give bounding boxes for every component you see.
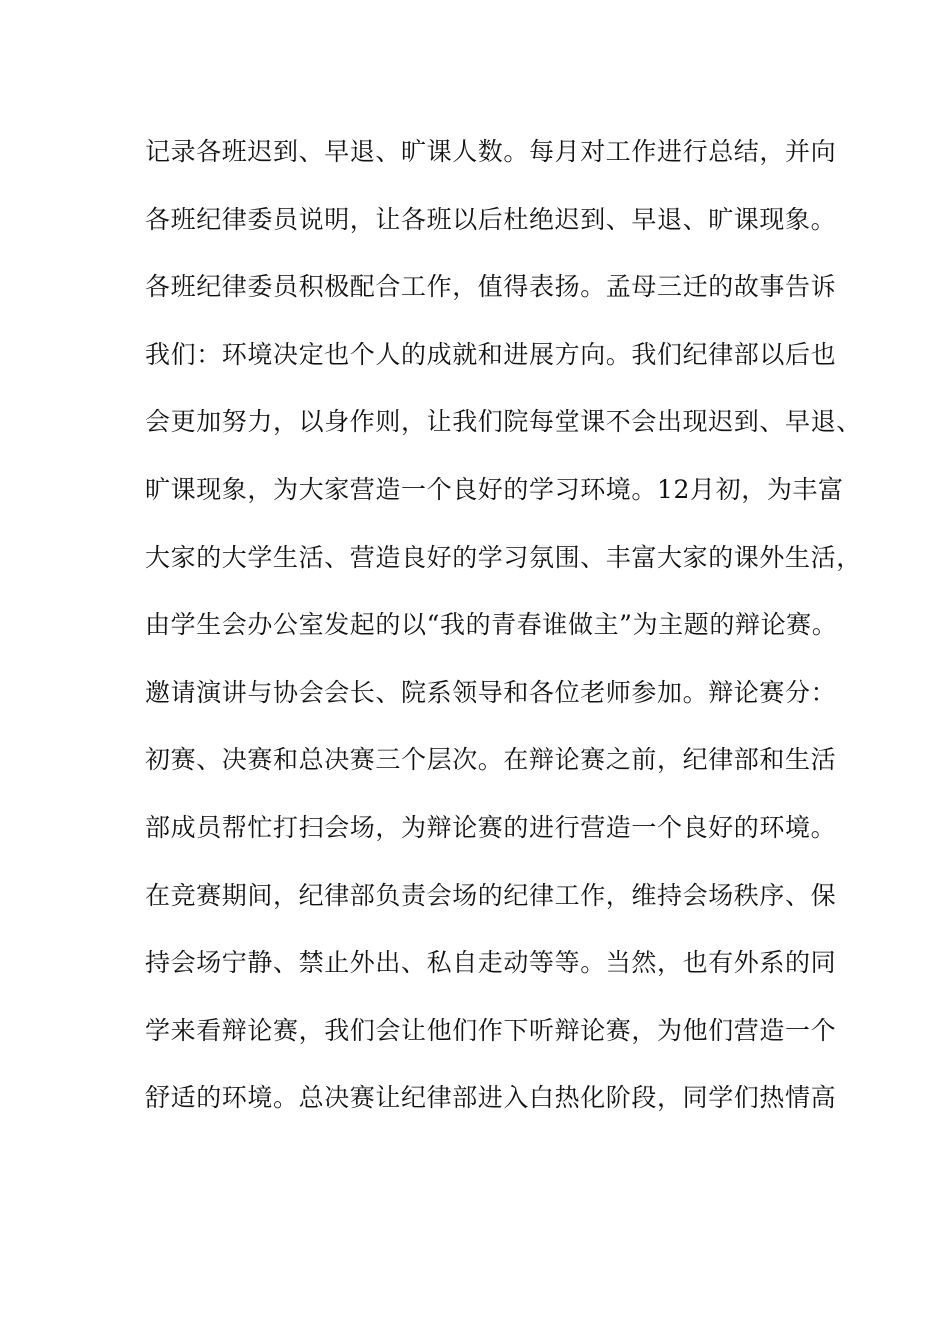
text-line: 由学生会办公室发起的以“我的青春谁做主”为主题的辩论赛。 <box>145 610 838 640</box>
text-line: 各班纪律委员积极配合工作，值得表扬。孟母三迁的故事告诉 <box>145 272 837 302</box>
text-line: 我们：环境决定也个人的成就和进展方向。我们纪律部以后也 <box>145 339 837 369</box>
text-line: 各班纪律委员说明，让各班以后杜绝迟到、早退、旷课现象。 <box>145 204 837 234</box>
text-line: 舒适的环境。总决赛让纪律部进入白热化阶段，同学们热情高 <box>145 1083 837 1113</box>
text-line: 会更加努力，以身作则，让我们院每堂课不会出现迟到、早退、 <box>145 407 862 437</box>
body-text <box>145 130 862 1144</box>
text-line: 旷课现象，为大家营造一个良好的学习环境。12月初，为丰富 <box>145 474 844 504</box>
text-line: 学来看辩论赛，我们会让他们作下听辩论赛，为他们营造一个 <box>145 1015 837 1045</box>
text-line: 记录各班迟到、早退、旷课人数。每月对工作进行总结，并向 <box>145 137 837 166</box>
text-line: 大家的大学生活、营造良好的学习氛围、丰富大家的课外生活， <box>145 542 862 572</box>
text-line: 初赛、决赛和总决赛三个层次。在辩论赛之前，纪律部和生活 <box>145 745 837 775</box>
text-line: 邀请演讲与协会会长、院系领导和各位老师参加。辩论赛分： <box>145 677 837 707</box>
text-line: 在竞赛期间，纪律部负责会场的纪律工作，维持会场秩序、保 <box>145 880 837 910</box>
text-line: 持会场宁静、禁止外出、私自走动等等。当然，也有外系的同 <box>145 948 837 978</box>
text-line: 部成员帮忙打扫会场，为辩论赛的进行营造一个良好的环境。 <box>145 812 837 842</box>
